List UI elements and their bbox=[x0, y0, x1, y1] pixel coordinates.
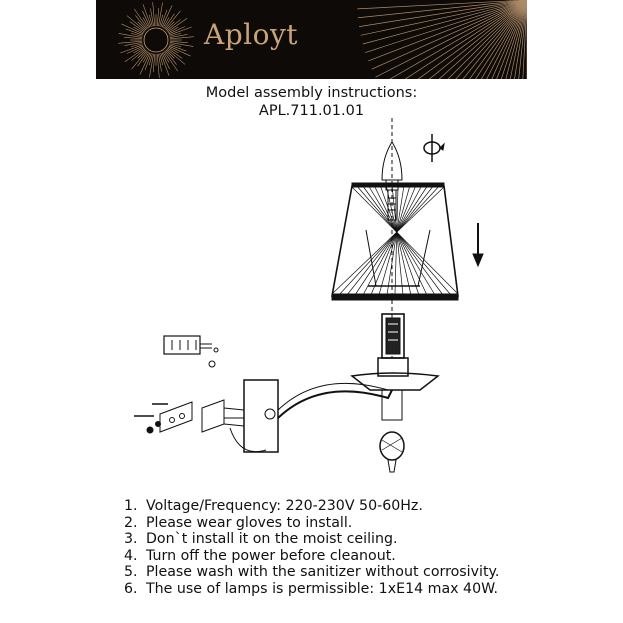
spec-item bbox=[124, 548, 499, 565]
spec-list bbox=[124, 498, 499, 597]
brand-logo-text: Aployt bbox=[204, 18, 299, 51]
title-line: Model assembly instructions: bbox=[205, 85, 418, 101]
rotate-arrow-icon bbox=[424, 134, 444, 162]
spec-item bbox=[124, 498, 499, 515]
spec-number: 4. bbox=[124, 547, 138, 564]
page-title bbox=[0, 84, 623, 120]
spec-item bbox=[124, 531, 499, 548]
mounting-bracket bbox=[160, 400, 266, 452]
spec-number: 5. bbox=[124, 564, 138, 580]
lampshade bbox=[332, 183, 458, 300]
lamp-socket bbox=[382, 314, 404, 358]
spec-number: 6. bbox=[124, 580, 138, 597]
spec-text: Please wash with the sanitizer without corrosivity. bbox=[146, 564, 500, 580]
terminal-block bbox=[164, 336, 218, 367]
brand-banner bbox=[96, 0, 527, 79]
spec-number: 1. bbox=[124, 498, 138, 514]
spec-item bbox=[124, 581, 499, 598]
spec-number: 3. bbox=[124, 531, 138, 547]
sun-logo-icon bbox=[96, 0, 527, 79]
spec-number: 2. bbox=[124, 514, 138, 531]
assembly-diagram bbox=[120, 118, 520, 478]
spec-item bbox=[124, 564, 499, 581]
model-number: APL.711.01.01 bbox=[258, 103, 365, 119]
spec-text: Voltage/Frequency: 220-230V 50-60Hz. bbox=[146, 498, 423, 514]
spec-text: The use of lamps is permissible: 1xE14 max 40W. bbox=[146, 580, 499, 597]
wall-plate bbox=[244, 380, 278, 452]
down-arrow-icon bbox=[473, 223, 483, 266]
lamp-arm bbox=[278, 383, 404, 472]
spec-text: Turn off the power before cleanout. bbox=[146, 547, 396, 564]
spec-item bbox=[124, 515, 499, 532]
mounting-screws bbox=[134, 404, 168, 433]
spec-text: Don`t install it on the moist ceiling. bbox=[146, 531, 398, 547]
spec-text: Please wear gloves to install. bbox=[146, 514, 353, 531]
